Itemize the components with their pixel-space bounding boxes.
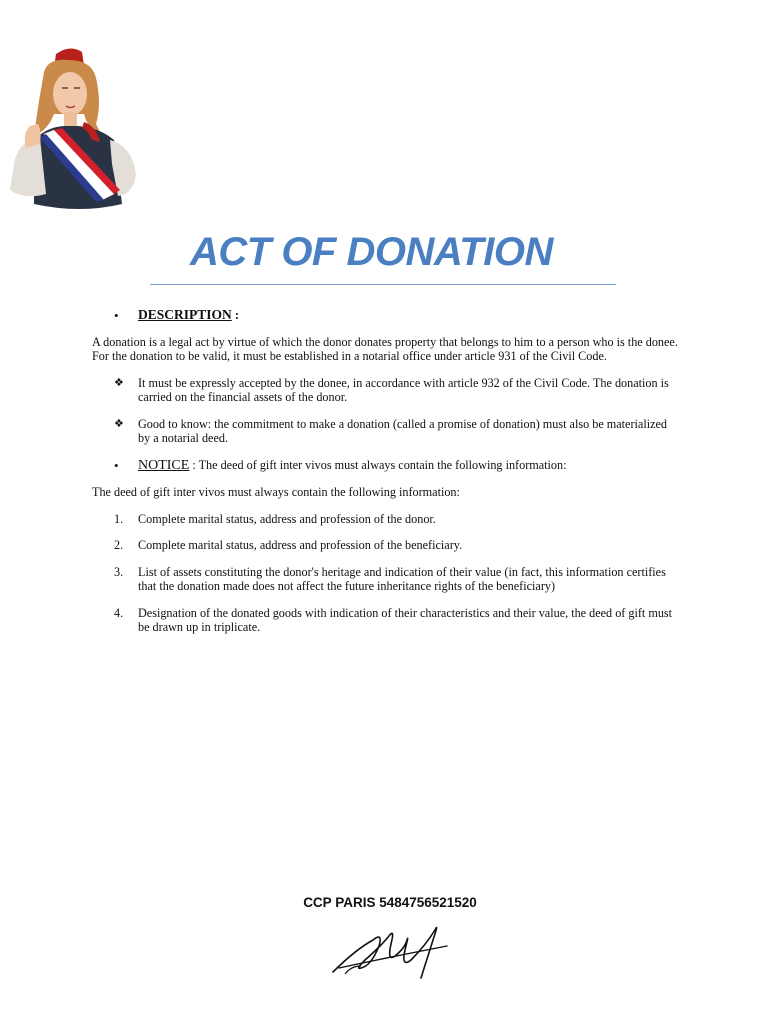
requirement-text: Complete marital status, address and profession of the donor. bbox=[138, 511, 436, 526]
point-text: It must be expressly accepted by the donee, in accordance with article 932 of the Civil Code. The donation is carried on the financial assets of the donor. bbox=[138, 375, 669, 404]
requirement-number: 2. bbox=[114, 538, 124, 552]
diamond-bullet-icon: ❖ bbox=[114, 376, 124, 389]
notice-section bbox=[92, 458, 682, 474]
document-title: ACT OF DONATION bbox=[190, 230, 553, 274]
requirement-text: Designation of the donated goods with indication of their characteristics and their value, the deed of gift must be drawn up in triplicate. bbox=[138, 605, 673, 634]
point-item bbox=[92, 376, 682, 405]
requirement-item bbox=[92, 512, 682, 527]
notice-heading: NOTICE bbox=[138, 457, 190, 473]
description-section bbox=[92, 308, 682, 323]
marianne-illustration bbox=[4, 44, 140, 214]
requirement-item bbox=[92, 538, 682, 553]
description-colon: : bbox=[231, 308, 239, 322]
notice-text: : The deed of gift inter vivos must always contain the following information: bbox=[189, 457, 567, 472]
requirement-number: 1. bbox=[114, 511, 124, 526]
bullet-icon: • bbox=[114, 457, 119, 473]
requirements-intro: The deed of gift inter vivos must always contain the following information: bbox=[92, 485, 460, 499]
point-text: Good to know: the commitment to make a donation (called a promise of donation) must also be materialized by a notarial deed. bbox=[138, 416, 668, 445]
document-body bbox=[92, 308, 682, 647]
ccp-account-number: CCP PARIS 5484756521520 bbox=[303, 895, 477, 910]
handwritten-signature bbox=[325, 910, 455, 982]
point-item bbox=[92, 417, 682, 446]
requirement-item bbox=[92, 606, 682, 635]
requirement-number: 4. bbox=[114, 605, 124, 620]
requirement-item bbox=[92, 565, 682, 594]
requirement-number: 3. bbox=[114, 564, 124, 579]
diamond-bullet-icon: ❖ bbox=[114, 417, 124, 430]
title-underline bbox=[150, 284, 616, 285]
description-heading: DESCRIPTION bbox=[138, 307, 232, 322]
bullet-icon: • bbox=[114, 308, 119, 323]
requirement-text: Complete marital status, address and profession of the beneficiary. bbox=[138, 538, 463, 552]
description-text: A donation is a legal act by virtue of which the donor donates property that belongs to him to a person who is the donee. For the donation to be valid, it must be established in a notarial office under article 931 of the Civil Code. bbox=[92, 334, 678, 363]
requirement-text: List of assets constituting the donor's heritage and indication of their value (in fact, this information certifies that the donation made does not affect the future inheritance rights of the beneficiary) bbox=[138, 564, 666, 593]
